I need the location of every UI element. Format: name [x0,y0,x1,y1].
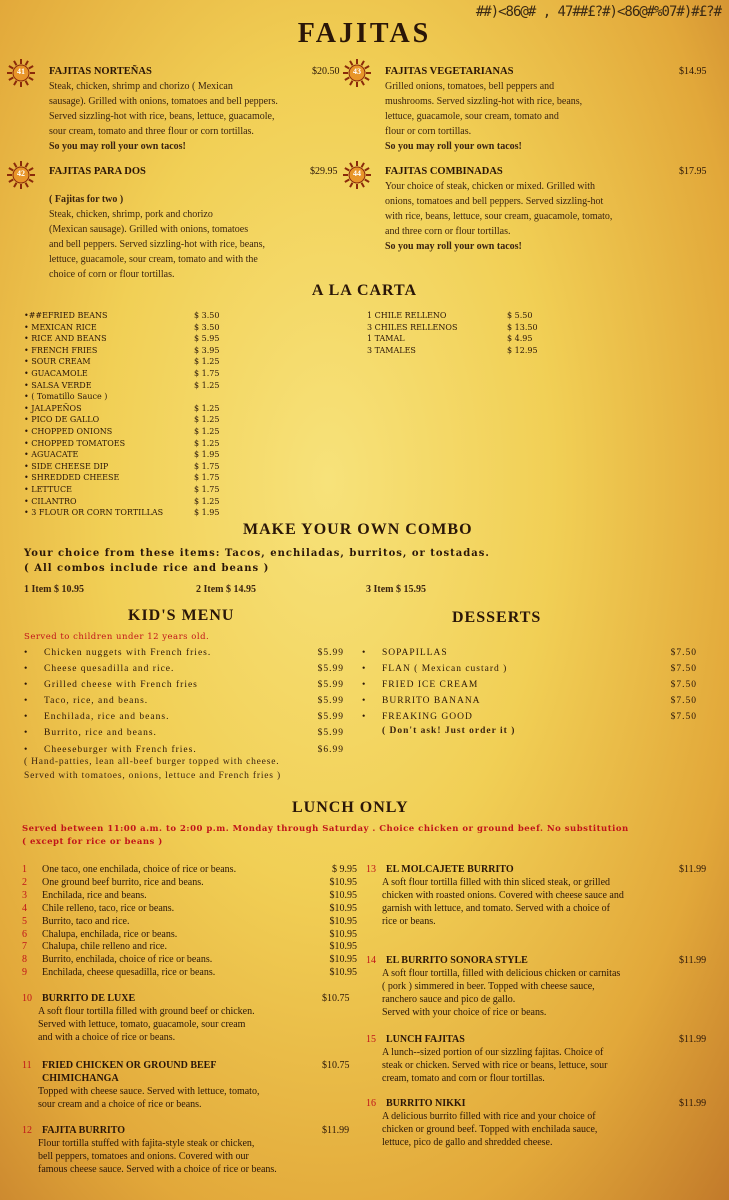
alacarta-item-name: • CHOPPED TOMATOES [24,438,126,448]
lunch-special [366,1034,686,1086]
alacarta-item-name: • PICO DE GALLO [24,415,100,425]
sun-number: 44 [353,169,361,178]
alacarta-row [24,322,234,334]
dessert-row [362,677,697,693]
fajita-line: flour or corn tortillas. [385,126,472,137]
lunch-row [22,929,357,942]
alacarta-item-name: 1 TAMAL [367,334,405,344]
alacarta-item-price: $ 1.25 [194,426,220,436]
lunch-special-header [366,1034,686,1047]
alacarta-item-price: $ 13.50 [507,322,538,332]
fajita-line: Steak, chicken, shrimp, pork and chorizo [49,209,213,220]
lunch-special-line: ( pork ) simmered in beer. Topped with cheese sauce, [382,980,595,992]
fajita-line: Grilled onions, tomatoes, bell peppers and [385,81,555,92]
fajita-line: choice of corn or flour tortillas. [49,269,175,280]
lunch-special-header [22,1060,342,1073]
alacarta-left-list [24,310,234,519]
dessert-item-name: FREAKING GOOD [382,712,473,723]
alacarta-row [24,310,234,322]
alacarta-item-name: 3 CHILES RELLENOS [367,322,458,332]
lunch-special [22,993,342,1045]
combo-title: MAKE YOUR OWN COMBO [243,521,473,538]
alacarta-item-price: $ 1.75 [194,484,220,494]
lunch-row [22,903,357,916]
kids-row [24,709,344,725]
lunch-special-name: EL BURRITO SONORA STYLE [386,955,528,966]
kids-item-price: $5.99 [317,648,344,658]
sun-number-icon [342,160,372,190]
kids-row [24,693,344,709]
lunch-special-line: ranchero sauce and pico de gallo. [382,993,516,1005]
bullet: • [362,680,367,691]
lunch-note-2: ( except for rice or beans ) [22,837,163,847]
lunch-title: LUNCH ONLY [292,799,409,816]
kids-row [24,677,344,693]
lunch-special-line: Served with lettuce, tomato, guacamole, sour cream [38,1018,246,1030]
fajita-price: $14.95 [679,66,707,77]
combo-line1: Your choice from these items: Tacos, enchiladas, burritos, or tostadas. [24,548,490,559]
lunch-special-price: $11.99 [322,1125,350,1136]
alacarta-item-price: $ 1.75 [194,461,220,471]
alacarta-item-name: • SIDE CHEESE DIP [24,461,109,471]
alacarta-item-name: • RICE AND BEANS [24,334,107,344]
desserts-list [362,645,697,725]
alacarta-row [24,414,234,426]
combo-option-1: 1 Item $ 10.95 [24,584,84,595]
alacarta-row [24,461,234,473]
lunch-special-line: rice or beans. [382,915,436,927]
lunch-special-price: $11.99 [679,955,707,966]
alacarta-item-price: $ 3.50 [194,322,220,332]
alacarta-item-price: $ 1.75 [194,368,220,378]
lunch-item-price: $10.95 [329,967,357,979]
kids-item-price: $6.99 [317,744,344,755]
alacarta-item-price: $ 1.25 [194,415,220,425]
lunch-item-price: $10.95 [329,915,357,927]
alacarta-item-price: $ 12.95 [507,345,538,355]
bullet: • [24,728,29,739]
lunch-special-line: sour cream and a choice of rice or beans. [38,1098,202,1110]
alacarta-row [24,472,234,484]
lunch-special-price: $11.99 [679,1098,707,1109]
lunch-special-price: $10.75 [322,1060,350,1071]
header-garbled-text: ##)<86@# , 47##£?#)<86@#%07#)#£?# [475,4,721,20]
alacarta-row [24,403,234,415]
lunch-special-name-2: CHIMICHANGA [42,1072,119,1084]
alacarta-item-price: $ 3.95 [194,345,220,355]
lunch-special-line: chicken or ground beef. Topped with enchilada sauce, [382,1123,598,1135]
lunch-special-line: A lunch--sized portion of our sizzling fajitas. Choice of [382,1046,604,1058]
lunch-number: 15 [366,1034,376,1045]
alacarta-item-name: •##EFRIED BEANS [24,311,108,320]
fajita-line: Your choice of steak, chicken or mixed. Grilled with [385,181,596,192]
alacarta-row [24,449,234,461]
sun-number-icon [342,58,372,88]
fajita-tagline: So you may roll your own tacos! [49,141,186,152]
lunch-special-line: Served with your choice of rice or beans. [382,1006,547,1018]
dessert-row [362,661,697,677]
lunch-item-name: Chile relleno, taco, rice or beans. [42,902,175,914]
lunch-number: 12 [22,1125,32,1136]
fajita-line: and bell peppers. Served sizzling-hot with rice, beans, [49,239,266,250]
lunch-special-header [366,1098,686,1111]
combo-line2: ( All combos include rice and beans ) [24,563,270,574]
dessert-row [362,645,697,661]
lunch-row [22,954,357,967]
bullet: • [24,696,29,707]
alacarta-row [24,426,234,438]
alacarta-item-name: 3 TAMALES [367,345,416,355]
alacarta-row [24,484,234,496]
lunch-special-header [366,864,686,877]
bullet: • [24,744,29,755]
lunch-special-line: A soft flour tortilla, filled with delicious chicken or carnitas [382,967,621,979]
alacarta-row [24,333,234,345]
desserts-note: ( Don't ask! Just order it ) [382,726,516,736]
lunch-number: 8 [22,954,27,966]
lunch-number: 6 [22,928,27,940]
fajita-line: Steak, chicken, shrimp and chorizo ( Mexican [49,81,233,92]
lunch-item-price: $10.95 [329,941,357,953]
fajita-description [385,79,685,154]
fajita-tagline: So you may roll your own tacos! [385,141,522,152]
alacarta-item-price: $ 1.25 [194,380,220,390]
fajita-line: sausage). Grilled with onions, tomatoes and bell peppers. [49,96,278,107]
alacarta-item-name: • LETTUCE [24,484,72,494]
bullet: • [24,664,29,675]
lunch-special-header [366,955,686,968]
fajita-name: FAJITAS VEGETARIANAS [385,66,514,77]
fajita-subtitle: ( Fajitas for two ) [49,194,124,205]
sun-number-icon [6,160,36,190]
fajita-price: $17.95 [679,166,707,177]
lunch-special [366,1098,686,1150]
lunch-special-name: EL MOLCAJETE BURRITO [386,864,514,875]
lunch-item-name: Burrito, enchilada, choice of rice or beans. [42,954,213,966]
fajita-name: FAJITAS COMBINADAS [385,166,503,177]
lunch-item-price: $ 9.95 [332,864,357,875]
fajita-line: mushrooms. Served sizzling-hot with rice, beans, [385,96,583,107]
dessert-item-name: BURRITO BANANA [382,696,481,707]
lunch-special [366,864,686,929]
lunch-item-name: Enchilada, rice and beans. [42,889,147,901]
lunch-item-name: Chalupa, enchilada, rice or beans. [42,928,178,940]
sun-number: 42 [17,169,25,178]
combo-option-3: 3 Item $ 15.95 [366,584,426,595]
lunch-special-line: cream, tomato and corn or flour tortillas. [382,1072,545,1084]
lunch-item-price: $10.95 [329,889,357,901]
lunch-special-name: BURRITO DE LUXE [42,993,136,1004]
kids-row [24,742,344,758]
lunch-item-price: $10.95 [329,954,357,966]
kids-row [24,661,344,677]
lunch-simple-list [22,864,357,980]
lunch-item-name: One taco, one enchilada, choice of rice or beans. [42,864,237,875]
kids-item-name: Grilled cheese with French fries [44,680,198,691]
alacarta-item-price: $ 1.25 [194,438,220,448]
lunch-number: 5 [22,915,27,927]
lunch-special-name: FRIED CHICKEN OR GROUND BEEF [42,1060,217,1071]
alacarta-item-name: • ( Tomatillo Sauce ) [24,392,108,402]
lunch-row [22,941,357,954]
alacarta-row [24,368,234,380]
lunch-item-price: $10.95 [329,902,357,914]
lunch-special-name: BURRITO NIKKI [386,1098,466,1109]
kids-note: Served to children under 12 years old. [24,632,210,642]
alacarta-row [24,438,234,450]
kids-item-price: $5.99 [317,696,344,707]
bullet: • [24,648,29,658]
fajita-line: onions, tomatoes and bell peppers. Served sizzling-hot [385,196,604,207]
kids-item-price: $5.99 [317,664,344,675]
kids-item-price: $5.99 [317,680,344,691]
alacarta-item-price [194,391,234,403]
sun-number-icon [6,58,36,88]
lunch-special [22,1125,342,1177]
lunch-special-price: $11.99 [679,1034,707,1045]
bullet: • [362,712,367,723]
alacarta-item-price: $ 1.95 [194,508,220,518]
lunch-special-line: chicken with roasted onions. Covered with cheese sauce and [382,889,624,901]
fajita-description [385,179,685,254]
fajita-name: FAJITAS PARA DOS [49,166,146,177]
alacarta-row [367,345,547,357]
fajita-line: sour cream, tomato and three flour or corn tortillas. [49,126,254,137]
lunch-special-name: LUNCH FAJITAS [386,1034,465,1045]
dessert-item-price: $7.50 [670,680,697,691]
kids-title: KID'S MENU [128,607,235,624]
alacarta-item-name: • AGUACATE [24,450,79,460]
lunch-number: 13 [366,864,376,875]
bullet: • [24,712,29,723]
lunch-special-line: and with a choice of rice or beans. [38,1031,176,1043]
bullet: • [362,664,367,675]
bullet: • [362,648,367,658]
lunch-number: 1 [22,864,27,875]
kids-item-price: $5.99 [317,712,344,723]
kids-footnote-2: Served with tomatoes, onions, lettuce and French fries ) [24,771,281,781]
lunch-item-name: Chalupa, chile relleno and rice. [42,941,167,953]
kids-item-name: Cheese quesadilla and rice. [44,664,175,675]
kids-item-name: Taco, rice, and beans. [44,696,149,707]
lunch-special-line: Flour tortilla stuffed with fajita-style steak or chicken, [38,1137,255,1149]
alacarta-item-name: • FRENCH FRIES [24,345,98,355]
alacarta-item-name: • SHREDDED CHEESE [24,473,120,483]
lunch-row [22,890,357,903]
dessert-item-name: SOPAPILLAS [382,648,448,658]
alacarta-item-price: $ 1.25 [194,496,220,506]
fajita-line: (Mexican sausage). Grilled with onions, tomatoes [49,224,249,235]
kids-list [24,645,344,758]
alacarta-item-price: $ 3.50 [194,311,220,320]
lunch-special-line: lettuce, pico de gallo and shredded cheese. [382,1136,553,1148]
lunch-number: 9 [22,967,27,979]
combo-option-2: 2 Item $ 14.95 [196,584,256,595]
alacarta-item-price: $ 1.95 [194,450,220,460]
lunch-item-name: Burrito, taco and rice. [42,915,130,927]
lunch-special-line: steak or chicken. Served with rice or beans, lettuce, sour [382,1059,608,1071]
fajita-line: and three corn or flour tortillas. [385,226,511,237]
bullet: • [362,696,367,707]
lunch-special-header [22,993,342,1006]
alacarta-item-price: $ 4.95 [507,334,533,344]
bullet: • [24,680,29,691]
lunch-special [366,955,686,1020]
lunch-row [22,877,357,890]
lunch-number: 16 [366,1098,376,1109]
lunch-number: 7 [22,941,27,953]
kids-item-name: Cheeseburger with French fries. [44,744,197,755]
lunch-special-price: $11.99 [679,864,707,875]
lunch-special-header [22,1125,342,1138]
kids-item-name: Enchilada, rice and beans. [44,712,170,723]
kids-item-name: Chicken nuggets with French fries. [44,648,212,658]
dessert-item-name: FRIED ICE CREAM [382,680,479,691]
lunch-special-line: garnish with lettuce, and tomato. Served with a choice of [382,902,610,914]
alacarta-item-name: • 3 FLOUR OR CORN TORTILLAS [24,508,164,518]
lunch-number: 3 [22,889,27,901]
dessert-item-price: $7.50 [670,664,697,675]
alacarta-row [24,345,234,357]
alacarta-row [367,333,547,345]
alacarta-item-name: • JALAPEÑOS [24,403,82,413]
alacarta-row [24,356,234,368]
lunch-special-line: Topped with cheese sauce. Served with lettuce, tomato, [38,1085,260,1097]
alacarta-item-name: 1 CHILE RELLENO [367,311,447,320]
lunch-special-line: A soft flour tortilla filled with ground beef or chicken. [38,1005,255,1017]
lunch-row [22,967,357,980]
lunch-item-price: $10.95 [329,876,357,888]
lunch-number: 14 [366,955,376,966]
alacarta-item-price: $ 1.25 [194,357,220,367]
lunch-special-price: $10.75 [322,993,350,1004]
fajita-tagline: So you may roll your own tacos! [385,241,522,252]
alacarta-item-price: $ 1.75 [194,473,220,483]
alacarta-row [24,507,234,519]
sun-number: 43 [353,67,361,76]
kids-row [24,725,344,741]
alacarta-item-name: • SOUR CREAM [24,357,91,367]
fajita-line: lettuce, guacamole, sour cream, tomato and with the [49,254,258,265]
lunch-row [22,864,357,877]
lunch-number: 10 [22,993,32,1004]
fajita-line: lettuce, guacamole, sour cream, tomato and [385,111,559,122]
alacarta-item-price: $ 1.25 [194,403,220,413]
alacarta-row [24,391,234,403]
desserts-title: DESSERTS [452,609,542,626]
alacarta-item-name: • SALSA VERDE [24,380,92,390]
alacarta-row [24,496,234,508]
lunch-special-line: bell peppers, tomatoes and onions. Covered with our [38,1150,249,1162]
fajita-price: $29.95 [310,166,338,177]
kids-item-name: Burrito, rice and beans. [44,728,157,739]
kids-footnote-1: ( Hand-patties, lean all-beef burger topped with cheese. [24,757,280,767]
fajita-name: FAJITAS NORTEÑAS [49,66,152,77]
lunch-row [22,916,357,929]
lunch-number: 4 [22,902,27,914]
alacarta-right-list [367,310,547,356]
alacarta-item-name: • CHOPPED ONIONS [24,426,113,436]
lunch-special-line: famous cheese sauce. Served with a choice of rice or beans. [38,1163,277,1175]
lunch-item-price: $10.95 [329,928,357,940]
dessert-item-price: $7.50 [670,648,697,658]
alacarta-item-price: $ 5.95 [194,334,220,344]
fajita-price: $20.50 [312,66,340,77]
alacarta-row [24,380,234,392]
lunch-special-line: A soft flour tortilla filled with thin sliced steak, or grilled [382,876,611,888]
dessert-row [362,693,697,709]
lunch-special-line: A delicious burrito filled with rice and your choice of [382,1110,596,1122]
alacarta-row [367,322,547,334]
lunch-special-name: FAJITA BURRITO [42,1125,126,1136]
page-title: FAJITAS [297,18,432,49]
fajita-line: with rice, beans, lettuce, sour cream, guacamole, tomato, [385,211,613,222]
sun-number: 41 [17,67,25,76]
alacarta-item-name: • MEXICAN RICE [24,322,97,332]
alacarta-item-price: $ 5.50 [507,311,533,320]
alacarta-row [367,310,547,322]
dessert-item-price: $7.50 [670,712,697,723]
fajita-line: Served sizzling-hot with rice, beans, lettuce, guacamole, [49,111,275,122]
dessert-item-price: $7.50 [670,696,697,707]
lunch-item-name: Enchilada, cheese quesadilla, rice or beans. [42,967,216,979]
dessert-row [362,709,697,725]
lunch-number: 2 [22,876,27,888]
alacarta-title: A LA CARTA [311,282,418,299]
lunch-item-name: One ground beef burrito, rice and beans. [42,876,204,888]
kids-item-price: $5.99 [317,728,344,739]
lunch-note-1: Served between 11:00 a.m. to 2:00 p.m. Monday through Saturday . Choice chicken or ground beef. No substitution [22,824,629,834]
alacarta-item-name: • GUACAMOLE [24,368,88,378]
lunch-number: 11 [22,1060,32,1071]
lunch-special [22,1060,342,1112]
fajita-description [49,192,319,282]
kids-row [24,645,344,661]
alacarta-item-name: • CILANTRO [24,496,77,506]
dessert-item-name: FLAN ( Mexican custard ) [382,664,508,675]
fajita-description [49,79,319,154]
